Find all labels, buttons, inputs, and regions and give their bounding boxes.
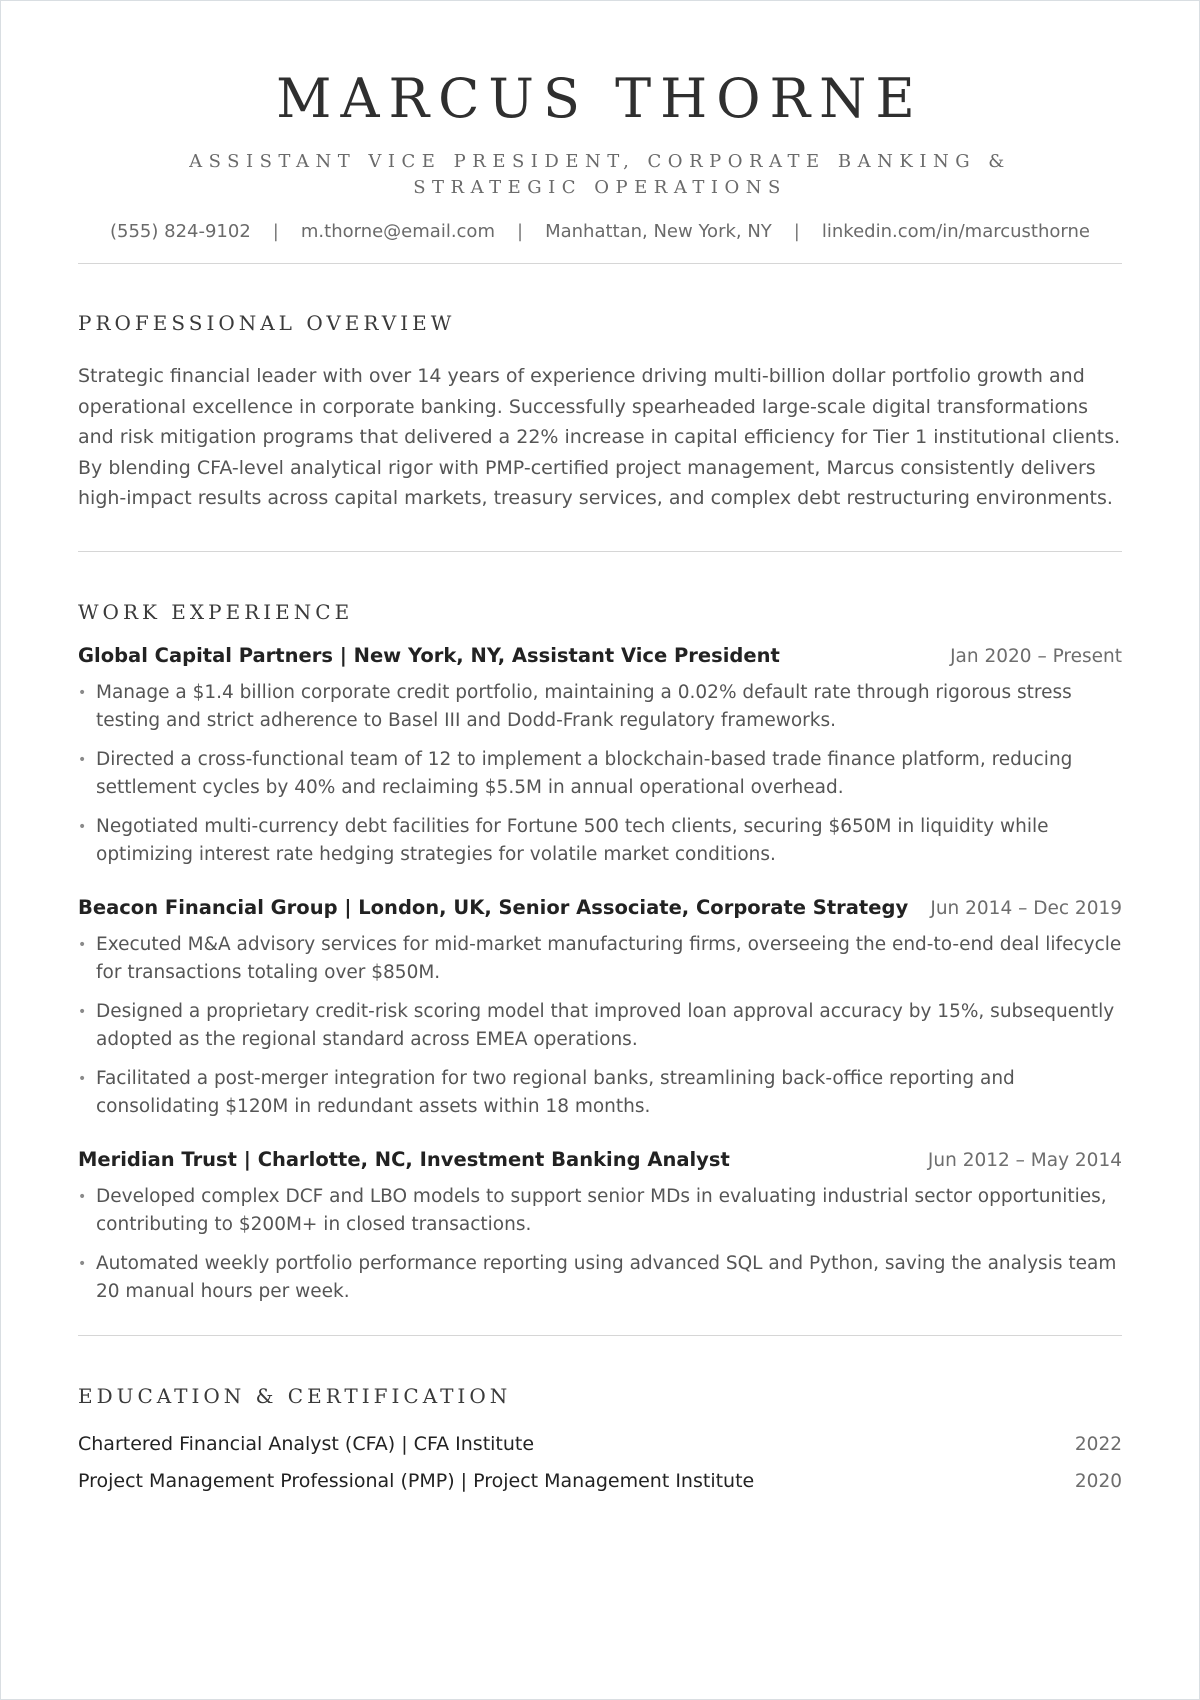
education-year: 2022 (1074, 1433, 1122, 1455)
job-header (78, 896, 1122, 919)
job-bullet-text: Facilitated a post-merger integration for two regional banks, streamlining back-office reporting and consolidating $120M in redundant assets within 18 months. (96, 1067, 1015, 1117)
job-bullet-text: Directed a cross-functional team of 12 to implement a blockchain-based trade finance platform, reducing settlement cycles by 40% and reclaiming $5.5M in annual operational overhead. (96, 748, 1073, 798)
contact-phone: (555) 824-9102 (110, 221, 251, 242)
experience-section (1, 552, 1199, 1307)
bullet-icon: • (78, 684, 87, 701)
bullet-icon: • (78, 751, 87, 768)
contact-location: Manhattan, New York, NY (545, 221, 772, 242)
job-dates: Jun 2014 – Dec 2019 (930, 897, 1122, 919)
bullet-icon: • (78, 818, 87, 835)
job-bullets (78, 931, 1122, 1122)
job-heading: Global Capital Partners | New York, NY, Assistant Vice President (78, 643, 780, 667)
bullet-icon: • (78, 1255, 87, 1272)
job-header (78, 1148, 1122, 1171)
overview-section (1, 264, 1199, 514)
job-bullet-text: Negotiated multi-currency debt facilities for Fortune 500 tech clients, securing $650M in liquidity while optimizing interest rate hedging strategies for volatile market conditions. (96, 815, 1049, 865)
education-section (1, 1336, 1199, 1500)
bullet-icon: • (78, 1188, 87, 1205)
section-title-experience: WORK EXPERIENCE (78, 599, 354, 624)
job-entry (78, 1148, 1122, 1307)
job-heading: Meridian Trust | Charlotte, NC, Investment Banking Analyst (78, 1147, 730, 1171)
education-year: 2020 (1074, 1470, 1122, 1492)
job-bullet-text: Manage a $1.4 billion corporate credit portfolio, maintaining a 0.02% default rate through rigorous stress testing and strict adherence to Basel III and Dodd-Frank regulatory frameworks. (96, 681, 1072, 731)
candidate-headline: ASSISTANT VICE PRESIDENT, CORPORATE BANKING & STRATEGIC OPERATIONS (189, 151, 1011, 198)
bullet-icon: • (78, 1070, 87, 1087)
contact-separator: | (516, 221, 524, 242)
job-dates: Jan 2020 – Present (950, 645, 1122, 667)
job-bullet (78, 746, 1122, 803)
job-entry (78, 896, 1122, 1122)
education-name: Chartered Financial Analyst (CFA) | CFA Institute (78, 1432, 535, 1455)
contact-email[interactable]: m.thorne@email.com (300, 221, 495, 242)
resume-header (1, 1, 1199, 242)
job-bullet (78, 679, 1122, 736)
job-bullet (78, 998, 1122, 1055)
contact-separator: | (793, 221, 800, 242)
job-bullet (78, 931, 1122, 988)
job-bullets (78, 1183, 1122, 1307)
education-item (78, 1463, 1122, 1500)
job-bullet-text: Executed M&A advisory services for mid-market manufacturing firms, overseeing the end-to-end deal lifecycle for transactions totaling over $850M. (96, 933, 1122, 983)
section-title-overview: PROFESSIONAL OVERVIEW (78, 311, 456, 335)
job-bullet (78, 813, 1122, 870)
job-bullets (78, 679, 1122, 870)
job-entry (78, 644, 1122, 870)
section-title-education: EDUCATION & CERTIFICATION (78, 1383, 512, 1408)
job-bullet-text: Automated weekly portfolio performance reporting using advanced SQL and Python, saving the analysis team 20 manual hours per week. (96, 1252, 1117, 1302)
education-list (78, 1426, 1122, 1500)
job-bullet-text: Developed complex DCF and LBO models to support senior MDs in evaluating industrial sector opportunities, contributing to $200M+ in closed transactions. (96, 1185, 1107, 1235)
job-bullet (78, 1065, 1122, 1122)
job-bullet (78, 1183, 1122, 1240)
job-bullet (78, 1250, 1122, 1307)
contact-separator: | (272, 221, 279, 242)
candidate-name: MARCUS THORNE (276, 67, 924, 130)
job-bullet-text: Designed a proprietary credit-risk scoring model that improved loan approval accuracy by 15%, subsequently adopted as the regional standard across EMEA operations. (96, 1000, 1115, 1050)
education-name: Project Management Professional (PMP) | Project Management Institute (78, 1469, 755, 1492)
job-dates: Jun 2012 – May 2014 (927, 1149, 1122, 1171)
bullet-icon: • (78, 1003, 87, 1020)
contact-line (1, 221, 1199, 242)
job-header (78, 644, 1122, 667)
education-item (78, 1426, 1122, 1463)
job-heading: Beacon Financial Group | London, UK, Senior Associate, Corporate Strategy (78, 895, 909, 919)
contact-linkedin[interactable]: linkedin.com/in/marcusthorne (821, 221, 1090, 242)
overview-text: Strategic financial leader with over 14 years of experience driving multi-billion dollar portfolio growth and operational excellence in corporate banking. Successfully spearheaded large-scale digital transformations and risk mitigation programs that delivered a 22% increase in capital efficiency for Tier 1 institutional clients. By blending CFA-level analytical rigor with PMP-certified project management, Marcus consistently delivers high-impact results across capital markets, treasury services, and complex debt restructuring environments. (78, 365, 1121, 509)
bullet-icon: • (78, 936, 87, 953)
